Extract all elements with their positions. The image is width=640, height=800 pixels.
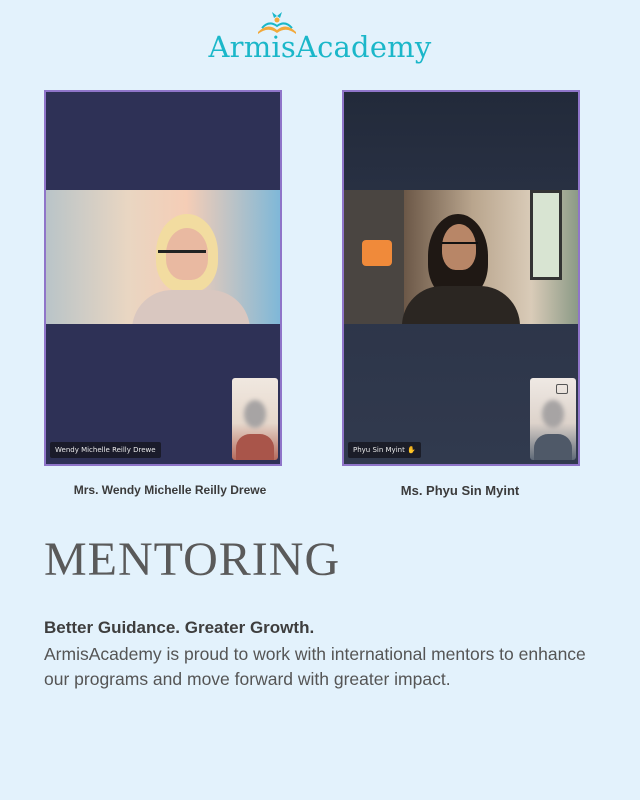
self-view-thumbnail[interactable] bbox=[232, 378, 278, 460]
camera-switch-icon[interactable] bbox=[556, 384, 568, 394]
section-tagline: Better Guidance. Greater Growth. bbox=[44, 618, 315, 637]
section-description: ArmisAcademy is proud to work with international mentors to enhance our programs and move forward with greater impact. bbox=[44, 644, 586, 689]
participant-name-tag bbox=[348, 442, 421, 458]
video-call-frame-left bbox=[44, 90, 282, 466]
participant-name: Phyu Sin Myint bbox=[353, 446, 405, 454]
mentor-caption-left: Mrs. Wendy Michelle Reilly Drewe bbox=[73, 483, 267, 497]
participant-name-tag: Wendy Michelle Reilly Drewe bbox=[50, 442, 161, 458]
video-call-frame-right bbox=[342, 90, 580, 466]
hand-icon: ✋ bbox=[407, 446, 416, 454]
mentor-caption-right: Ms. Phyu Sin Myint bbox=[400, 483, 520, 498]
brand-logo bbox=[0, 8, 640, 68]
self-view-thumbnail[interactable] bbox=[530, 378, 576, 460]
video-feed-main bbox=[344, 190, 578, 324]
brand-name: ArmisAcademy bbox=[208, 30, 432, 64]
section-heading: MENTORING bbox=[44, 533, 341, 586]
video-feed-main bbox=[46, 190, 280, 324]
